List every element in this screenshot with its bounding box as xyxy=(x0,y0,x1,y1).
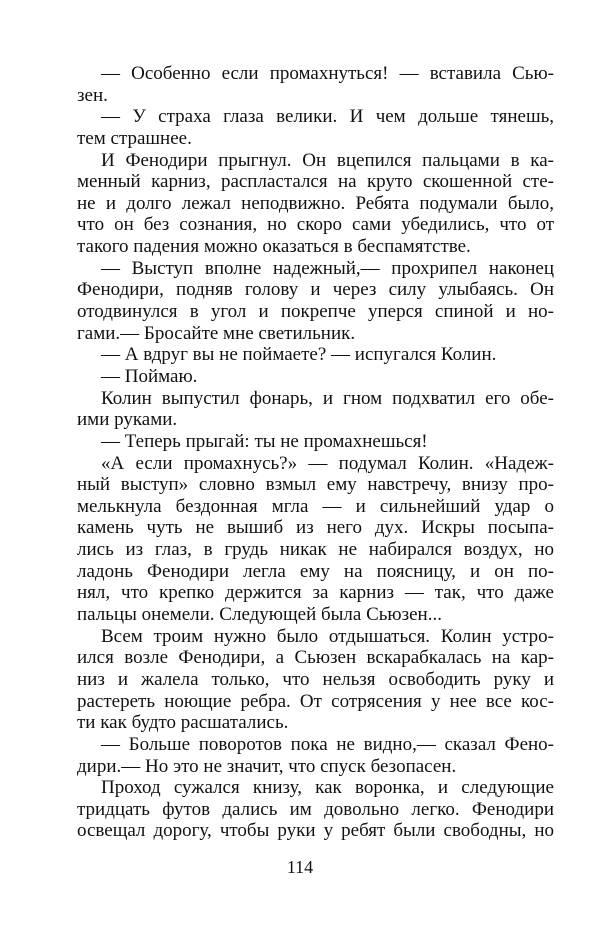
text-line: Колин выпустил фонарь, и гном подхватил его обе- xyxy=(101,387,554,409)
text-line: пальцы онемели. Следующей была Сьюзен... xyxy=(77,604,442,626)
text-line: лись из глаз, в грудь никак не набирался воздух, но xyxy=(77,539,554,561)
text-line: ти как будто расшатались. xyxy=(77,712,289,734)
text-line: Фенодири, подняв голову и через силу улыбаясь. Он xyxy=(77,279,554,301)
text-line: низ и жалела только, что нельзя освободить руку и xyxy=(77,668,554,690)
book-page-text xyxy=(77,63,554,842)
text-line: ный выступ» словно взмыл ему навстречу, внизу про- xyxy=(77,474,554,496)
text-line: — Особенно если промахнуться! — вставила Сью- xyxy=(101,63,554,84)
text-line: ими руками. xyxy=(77,409,178,431)
text-line: — Теперь прыгай: ты не промахнешься! xyxy=(101,430,428,452)
text-line: нял, что крепко держится за карниз — так, что даже xyxy=(77,582,554,604)
text-line: такого падения можно оказаться в беспамятстве. xyxy=(77,236,471,258)
text-line: Проход сужался книзу, как воронка, и следующие xyxy=(101,777,554,799)
text-line: что он без сознания, но скоро сами убедились, что от xyxy=(77,214,554,236)
text-line: — Выступ вполне надежный,— прохрипел наконец xyxy=(101,257,554,279)
page-number: 114 xyxy=(286,857,314,877)
text-line: ился возле Фенодири, а Сьюзен вскарабкалась на кар- xyxy=(77,647,554,669)
text-line: «А если промахнусь?» — подумал Колин. «Надеж- xyxy=(101,452,554,474)
text-line: Всем троим нужно было отдышаться. Колин устро- xyxy=(101,625,554,647)
text-line: И Фенодири прыгнул. Он вцепился пальцами в ка- xyxy=(101,149,554,171)
text-line: не и долго лежал неподвижно. Ребята подумали было, xyxy=(77,192,554,214)
text-line: тридцать футов дались им довольно легко. Фенодири xyxy=(77,798,554,820)
text-line: гами.— Бросайте мне светильник. xyxy=(77,322,356,344)
text-line: растереть ноющие ребра. От сотрясения у нее все кос- xyxy=(77,690,554,712)
text-line: — У страха глаза велики. И чем дольше тянешь, xyxy=(101,106,554,128)
text-line: менный карниз, распластался на круто скошенной сте- xyxy=(77,171,554,193)
text-line: ладонь Фенодири легла ему на поясницу, и он по- xyxy=(77,560,554,582)
text-line: камень чуть не вышиб из него дух. Искры посыпа- xyxy=(77,517,554,539)
text-line: отодвинулся в угол и покрепче уперся спиной и но- xyxy=(77,301,554,323)
text-line: дири.— Но это не значит, что спуск безопасен. xyxy=(77,755,457,777)
text-line: — А вдруг вы не поймаете? — испугался Колин. xyxy=(101,344,497,366)
text-line: мелькнула бездонная мгла — и сильнейший удар о xyxy=(77,495,554,517)
text-line: зен. xyxy=(77,84,108,106)
text-line: — Больше поворотов пока не видно,— сказал Фено- xyxy=(101,733,554,755)
text-line: тем страшнее. xyxy=(77,127,192,149)
text-line: освещал дорогу, чтобы руки у ребят были свободны, но xyxy=(77,820,554,842)
text-line: — Поймаю. xyxy=(101,365,198,387)
